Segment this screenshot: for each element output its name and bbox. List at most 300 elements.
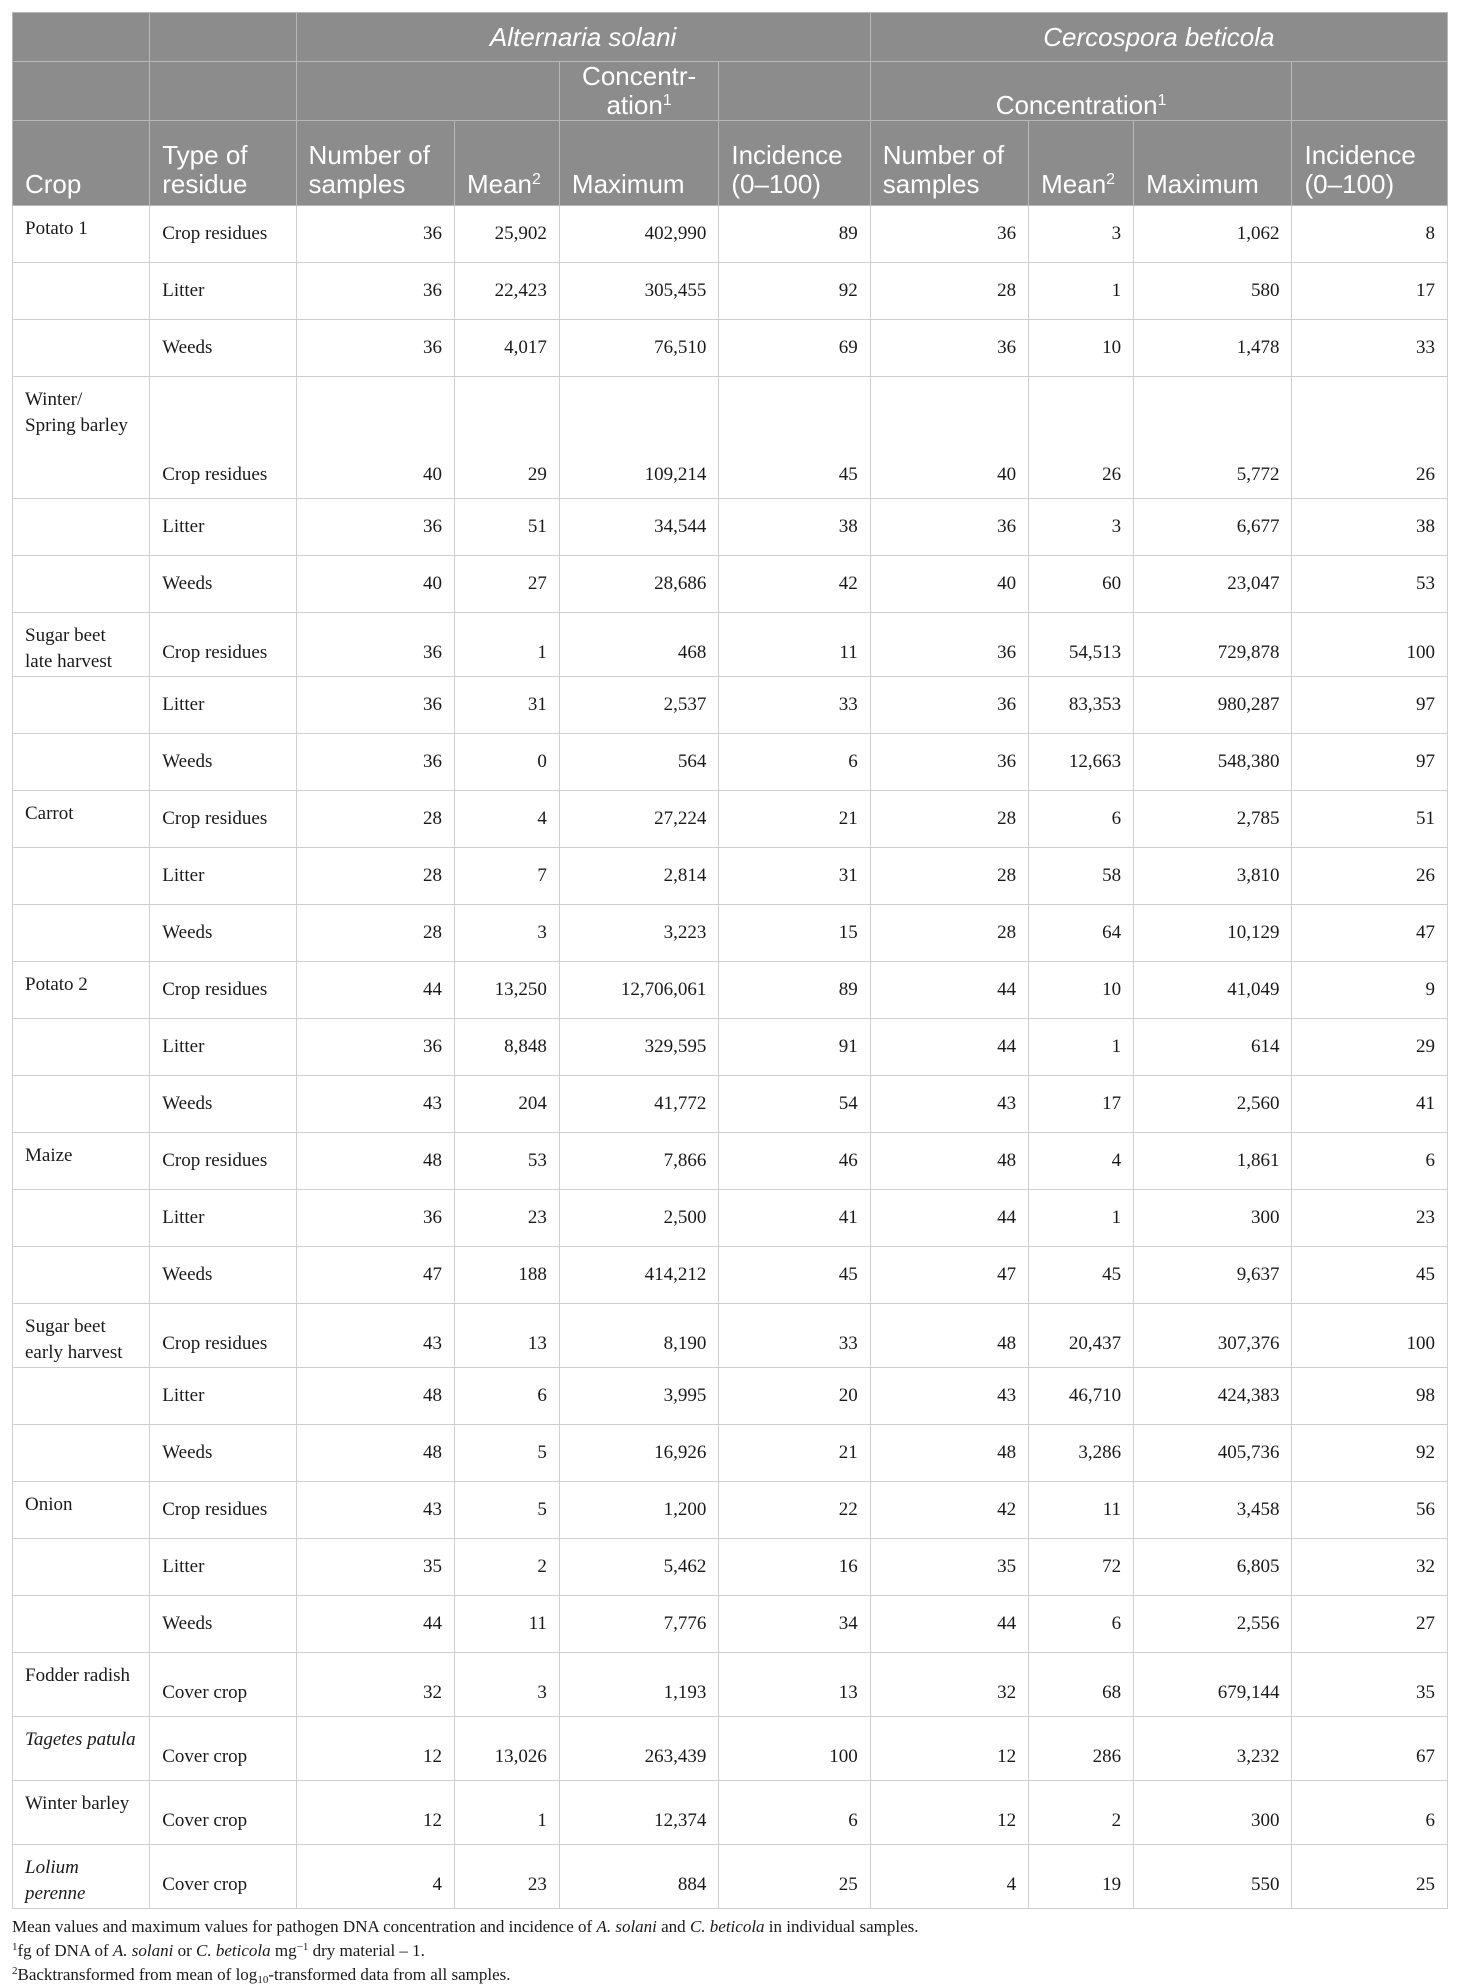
cell-crop [13,1368,150,1425]
cell-type-of-residue: Crop residues [150,1304,296,1368]
table-row [13,263,1448,320]
cell-a-incidence: 22 [719,1482,870,1539]
cell-b-mean: 54,513 [1029,613,1134,677]
cell-type-of-residue: Cover crop [150,1717,296,1781]
footnote-ref-1: 1 [662,92,672,109]
cell-a-incidence: 34 [719,1596,870,1653]
cell-b-incidence: 97 [1292,677,1448,734]
cell-b-maximum: 3,458 [1134,1482,1292,1539]
cell-b-maximum: 300 [1134,1781,1292,1845]
cell-a-maximum: 1,200 [559,1482,718,1539]
cell-b-maximum: 2,785 [1134,791,1292,848]
cell-a-number: 43 [296,1482,454,1539]
cell-b-maximum: 300 [1134,1190,1292,1247]
cell-a-maximum: 2,500 [559,1190,718,1247]
cell-type-of-residue: Litter [150,1019,296,1076]
cell-a-incidence: 6 [719,734,870,791]
cell-a-maximum: 414,212 [559,1247,718,1304]
cell-b-number: 44 [870,962,1028,1019]
cell-a-incidence: 45 [719,1247,870,1304]
cell-a-maximum: 5,462 [559,1539,718,1596]
cell-type-of-residue: Cover crop [150,1653,296,1717]
cell-a-incidence: 69 [719,320,870,377]
table-row [13,556,1448,613]
table-row [13,1845,1448,1909]
cell-type-of-residue: Litter [150,848,296,905]
cell-a-incidence: 45 [719,377,870,499]
cell-b-number: 40 [870,377,1028,499]
cell-a-number: 28 [296,791,454,848]
cell-b-mean: 58 [1029,848,1134,905]
cell-b-maximum: 548,380 [1134,734,1292,791]
cell-a-mean: 51 [454,499,559,556]
cell-crop [13,1190,150,1247]
cell-a-incidence: 46 [719,1133,870,1190]
cell-b-incidence: 26 [1292,848,1448,905]
cell-b-number: 35 [870,1539,1028,1596]
cell-a-maximum: 305,455 [559,263,718,320]
cell-a-number: 4 [296,1845,454,1909]
cell-b-incidence: 38 [1292,499,1448,556]
cell-a-number: 40 [296,556,454,613]
cell-type-of-residue: Weeds [150,556,296,613]
header-concentration-a-line2: ation [606,90,663,120]
cell-b-mean: 11 [1029,1482,1134,1539]
cell-a-mean: 1 [454,613,559,677]
cell-a-mean: 25,902 [454,206,559,263]
table-row [13,1247,1448,1304]
cell-type-of-residue: Litter [150,1539,296,1596]
footnote-main-species-b: C. beticola [689,1917,765,1936]
cell-a-incidence: 21 [719,791,870,848]
cell-b-maximum: 405,736 [1134,1425,1292,1482]
cell-b-number: 43 [870,1076,1028,1133]
cell-b-incidence: 41 [1292,1076,1448,1133]
cell-crop [13,320,150,377]
cell-crop [13,1076,150,1133]
cell-b-incidence: 8 [1292,206,1448,263]
cell-a-mean: 13 [454,1304,559,1368]
cell-a-incidence: 91 [719,1019,870,1076]
cell-a-mean: 11 [454,1596,559,1653]
cell-a-maximum: 2,537 [559,677,718,734]
cell-b-maximum: 1,478 [1134,320,1292,377]
cell-type-of-residue: Crop residues [150,377,296,499]
cell-a-mean: 13,026 [454,1717,559,1781]
cell-type-of-residue: Litter [150,677,296,734]
cell-a-mean: 31 [454,677,559,734]
cell-b-maximum: 550 [1134,1845,1292,1909]
footnote-ref-2b: 2 [1106,171,1116,188]
cell-a-incidence: 20 [719,1368,870,1425]
cell-a-mean: 0 [454,734,559,791]
cell-b-number: 12 [870,1717,1028,1781]
cell-crop [13,1596,150,1653]
cell-b-mean: 1 [1029,263,1134,320]
table-row [13,377,1448,499]
cell-b-number: 48 [870,1304,1028,1368]
cell-b-number: 36 [870,677,1028,734]
header-crop: Crop [13,121,150,206]
table-row [13,1076,1448,1133]
cell-b-maximum: 2,556 [1134,1596,1292,1653]
cell-a-incidence: 38 [719,499,870,556]
header-blank-crop [13,13,150,62]
header-b-incidence: Incidence (0–100) [1292,121,1448,206]
cell-crop [13,905,150,962]
cell-a-maximum: 1,193 [559,1653,718,1717]
table-row [13,734,1448,791]
cell-b-mean: 1 [1029,1019,1134,1076]
cell-a-maximum: 41,772 [559,1076,718,1133]
cell-a-mean: 27 [454,556,559,613]
table-row [13,1425,1448,1482]
footnote-1-species-a: A. solani [112,1941,174,1960]
footnote-2-end: -transformed data from all samples. [268,1965,511,1984]
cell-b-number: 12 [870,1781,1028,1845]
cell-crop: Sugar beet early harvest [13,1304,150,1368]
cell-a-maximum: 28,686 [559,556,718,613]
cell-a-mean: 4 [454,791,559,848]
cell-b-mean: 286 [1029,1717,1134,1781]
cell-a-number: 36 [296,613,454,677]
cell-a-number: 40 [296,377,454,499]
cell-type-of-residue: Weeds [150,1247,296,1304]
cell-b-number: 44 [870,1596,1028,1653]
cell-type-of-residue: Litter [150,499,296,556]
cell-type-of-residue: Litter [150,1190,296,1247]
cell-b-maximum: 580 [1134,263,1292,320]
cell-b-incidence: 98 [1292,1368,1448,1425]
cell-b-maximum: 6,805 [1134,1539,1292,1596]
footnote-main-end: in individual samples. [764,1917,919,1936]
table-row [13,962,1448,1019]
table-header [13,13,1448,206]
cell-a-mean: 7 [454,848,559,905]
cell-b-maximum: 10,129 [1134,905,1292,962]
cell-a-number: 28 [296,905,454,962]
cell-a-incidence: 89 [719,962,870,1019]
cell-b-incidence: 53 [1292,556,1448,613]
cell-b-number: 36 [870,734,1028,791]
header-blank-crop-2 [13,62,150,121]
cell-a-maximum: 8,190 [559,1304,718,1368]
cell-a-mean: 13,250 [454,962,559,1019]
cell-b-maximum: 41,049 [1134,962,1292,1019]
cell-b-maximum: 729,878 [1134,613,1292,677]
footnote-1 [12,1939,1448,1963]
cell-crop [13,556,150,613]
cell-b-number: 32 [870,1653,1028,1717]
cell-a-mean: 5 [454,1482,559,1539]
cell-b-mean: 12,663 [1029,734,1134,791]
cell-type-of-residue: Crop residues [150,1133,296,1190]
cell-type-of-residue: Crop residues [150,791,296,848]
table-row [13,1304,1448,1368]
cell-b-number: 36 [870,499,1028,556]
cell-b-incidence: 27 [1292,1596,1448,1653]
cell-a-number: 35 [296,1539,454,1596]
cell-a-mean: 29 [454,377,559,499]
footnote-main [12,1915,1448,1939]
cell-b-mean: 72 [1029,1539,1134,1596]
cell-b-maximum: 307,376 [1134,1304,1292,1368]
header-blank-type-2 [150,62,296,121]
header-blank-a-nm [296,62,559,121]
cell-b-incidence: 6 [1292,1133,1448,1190]
cell-b-incidence: 67 [1292,1717,1448,1781]
cell-type-of-residue: Cover crop [150,1845,296,1909]
cell-crop [13,1019,150,1076]
table-row [13,1133,1448,1190]
table-row [13,1482,1448,1539]
cell-a-incidence: 13 [719,1653,870,1717]
cell-b-incidence: 17 [1292,263,1448,320]
cell-type-of-residue: Crop residues [150,613,296,677]
cell-a-number: 28 [296,848,454,905]
cell-b-incidence: 51 [1292,791,1448,848]
cell-type-of-residue: Weeds [150,1076,296,1133]
cell-b-number: 44 [870,1190,1028,1247]
table-row [13,1781,1448,1845]
cell-a-mean: 8,848 [454,1019,559,1076]
cell-a-maximum: 76,510 [559,320,718,377]
cell-a-number: 36 [296,320,454,377]
cell-a-mean: 2 [454,1539,559,1596]
cell-a-number: 36 [296,1019,454,1076]
header-concentration-b-text: Concentration [995,90,1158,120]
cell-type-of-residue: Weeds [150,1596,296,1653]
cell-b-incidence: 25 [1292,1845,1448,1909]
cell-b-number: 40 [870,556,1028,613]
header-species-a: Alternaria solani [296,13,870,62]
header-b-maximum: Maximum [1134,121,1292,206]
cell-a-number: 32 [296,1653,454,1717]
cell-b-incidence: 26 [1292,377,1448,499]
cell-crop: Sugar beet late harvest [13,613,150,677]
table-row [13,1596,1448,1653]
cell-b-mean: 6 [1029,1596,1134,1653]
cell-b-number: 44 [870,1019,1028,1076]
table-row [13,613,1448,677]
cell-b-maximum: 980,287 [1134,677,1292,734]
cell-a-maximum: 884 [559,1845,718,1909]
header-a-maximum: Maximum [559,121,718,206]
cell-crop: Tagetes patula [13,1717,150,1781]
cell-type-of-residue: Weeds [150,320,296,377]
cell-b-number: 36 [870,320,1028,377]
cell-a-incidence: 21 [719,1425,870,1482]
cell-crop: Maize [13,1133,150,1190]
cell-crop: Winter barley [13,1781,150,1845]
cell-b-mean: 6 [1029,791,1134,848]
cell-a-number: 47 [296,1247,454,1304]
cell-crop: Potato 2 [13,962,150,1019]
cell-a-number: 12 [296,1717,454,1781]
cell-a-maximum: 402,990 [559,206,718,263]
cell-b-incidence: 100 [1292,613,1448,677]
table-row [13,1368,1448,1425]
footnote-ref-1b: 1 [1157,92,1167,109]
table-row [13,320,1448,377]
cell-a-incidence: 31 [719,848,870,905]
cell-a-mean: 6 [454,1368,559,1425]
cell-a-incidence: 15 [719,905,870,962]
cell-b-mean: 19 [1029,1845,1134,1909]
footnote-1-text: fg of DNA of [17,1941,113,1960]
cell-a-number: 48 [296,1133,454,1190]
cell-b-incidence: 6 [1292,1781,1448,1845]
cell-b-maximum: 9,637 [1134,1247,1292,1304]
cell-type-of-residue: Litter [150,263,296,320]
cell-b-maximum: 1,062 [1134,206,1292,263]
cell-b-incidence: 92 [1292,1425,1448,1482]
cell-a-maximum: 263,439 [559,1717,718,1781]
cell-b-mean: 46,710 [1029,1368,1134,1425]
footnote-1-or: or [173,1941,197,1960]
footnote-ref-2: 2 [532,171,541,188]
cell-a-maximum: 2,814 [559,848,718,905]
cell-a-maximum: 12,706,061 [559,962,718,1019]
cell-b-mean: 20,437 [1029,1304,1134,1368]
cell-a-mean: 1 [454,1781,559,1845]
table-container [12,12,1448,1987]
cell-crop: Potato 1 [13,206,150,263]
cell-b-mean: 68 [1029,1653,1134,1717]
header-a-mean-text: Mean [466,169,533,199]
header-blank-b-inc [1292,62,1448,121]
footnote-main-species-a: A. solani [596,1917,657,1936]
cell-b-number: 36 [870,613,1028,677]
cell-a-number: 48 [296,1425,454,1482]
cell-b-incidence: 32 [1292,1539,1448,1596]
cell-crop: Carrot [13,791,150,848]
cell-b-mean: 64 [1029,905,1134,962]
cell-a-maximum: 564 [559,734,718,791]
cell-a-incidence: 33 [719,677,870,734]
cell-b-maximum: 2,560 [1134,1076,1292,1133]
cell-b-mean: 17 [1029,1076,1134,1133]
cell-a-number: 36 [296,206,454,263]
cell-a-number: 44 [296,1596,454,1653]
cell-b-mean: 3 [1029,206,1134,263]
cell-a-maximum: 329,595 [559,1019,718,1076]
cell-a-incidence: 25 [719,1845,870,1909]
table-footnotes [12,1915,1448,1987]
cell-b-incidence: 33 [1292,320,1448,377]
cell-a-incidence: 6 [719,1781,870,1845]
cell-crop [13,499,150,556]
cell-b-incidence: 47 [1292,905,1448,962]
cell-b-maximum: 5,772 [1134,377,1292,499]
footnote-main-and: and [656,1917,690,1936]
header-species-b: Cercospora beticola [870,13,1447,62]
footnote-1-end: dry material – 1. [308,1941,425,1960]
cell-a-maximum: 7,866 [559,1133,718,1190]
cell-a-maximum: 468 [559,613,718,677]
header-concentration-b [870,62,1292,121]
footnote-main-text: Mean values and maximum values for pathogen DNA concentration and incidence of [12,1917,597,1936]
footnote-1-exponent: −1 [296,1941,309,1953]
cell-b-incidence: 56 [1292,1482,1448,1539]
cell-b-number: 36 [870,206,1028,263]
cell-b-maximum: 3,232 [1134,1717,1292,1781]
cell-b-mean: 3 [1029,499,1134,556]
cell-b-number: 28 [870,848,1028,905]
cell-a-number: 36 [296,677,454,734]
table-row [13,1717,1448,1781]
cell-b-number: 4 [870,1845,1028,1909]
cell-b-incidence: 23 [1292,1190,1448,1247]
cell-a-mean: 3 [454,905,559,962]
cell-a-maximum: 34,544 [559,499,718,556]
cell-b-mean: 10 [1029,320,1134,377]
header-concentration-a [559,62,718,121]
cell-b-number: 42 [870,1482,1028,1539]
table-row [13,905,1448,962]
cell-crop [13,734,150,791]
cell-b-incidence: 100 [1292,1304,1448,1368]
cell-type-of-residue: Weeds [150,1425,296,1482]
cell-b-number: 48 [870,1133,1028,1190]
cell-b-maximum: 6,677 [1134,499,1292,556]
cell-type-of-residue: Weeds [150,905,296,962]
cell-a-number: 12 [296,1781,454,1845]
cell-b-mean: 60 [1029,556,1134,613]
cell-crop [13,677,150,734]
cell-a-mean: 204 [454,1076,559,1133]
cell-b-mean: 26 [1029,377,1134,499]
cell-b-maximum: 614 [1134,1019,1292,1076]
cell-b-incidence: 29 [1292,1019,1448,1076]
cell-a-mean: 22,423 [454,263,559,320]
cell-b-maximum: 679,144 [1134,1653,1292,1717]
cell-type-of-residue: Cover crop [150,1781,296,1845]
cell-crop: Winter/ Spring barley [13,377,150,499]
cell-a-mean: 5 [454,1425,559,1482]
cell-a-number: 43 [296,1304,454,1368]
cell-a-maximum: 12,374 [559,1781,718,1845]
cell-crop: Lolium perenne [13,1845,150,1909]
footnote-2-subscript: 10 [257,1974,269,1986]
cell-a-incidence: 16 [719,1539,870,1596]
header-b-mean [1029,121,1134,206]
cell-a-maximum: 27,224 [559,791,718,848]
cell-a-incidence: 41 [719,1190,870,1247]
cell-a-mean: 4,017 [454,320,559,377]
cell-b-number: 47 [870,1247,1028,1304]
cell-b-incidence: 45 [1292,1247,1448,1304]
cell-a-number: 36 [296,734,454,791]
table-row [13,499,1448,556]
cell-b-number: 28 [870,791,1028,848]
cell-a-number: 36 [296,1190,454,1247]
header-a-mean [454,121,559,206]
cell-a-number: 36 [296,499,454,556]
header-type-of-residue: Type of residue [150,121,296,206]
cell-b-number: 28 [870,905,1028,962]
header-a-number-of-samples: Number of samples [296,121,454,206]
header-b-number-of-samples: Number of samples [870,121,1028,206]
cell-crop [13,1539,150,1596]
cell-a-number: 44 [296,962,454,1019]
cell-type-of-residue: Litter [150,1368,296,1425]
header-a-incidence: Incidence (0–100) [719,121,870,206]
cell-a-maximum: 7,776 [559,1596,718,1653]
cell-b-mean: 2 [1029,1781,1134,1845]
header-blank-type [150,13,296,62]
cell-crop [13,1247,150,1304]
